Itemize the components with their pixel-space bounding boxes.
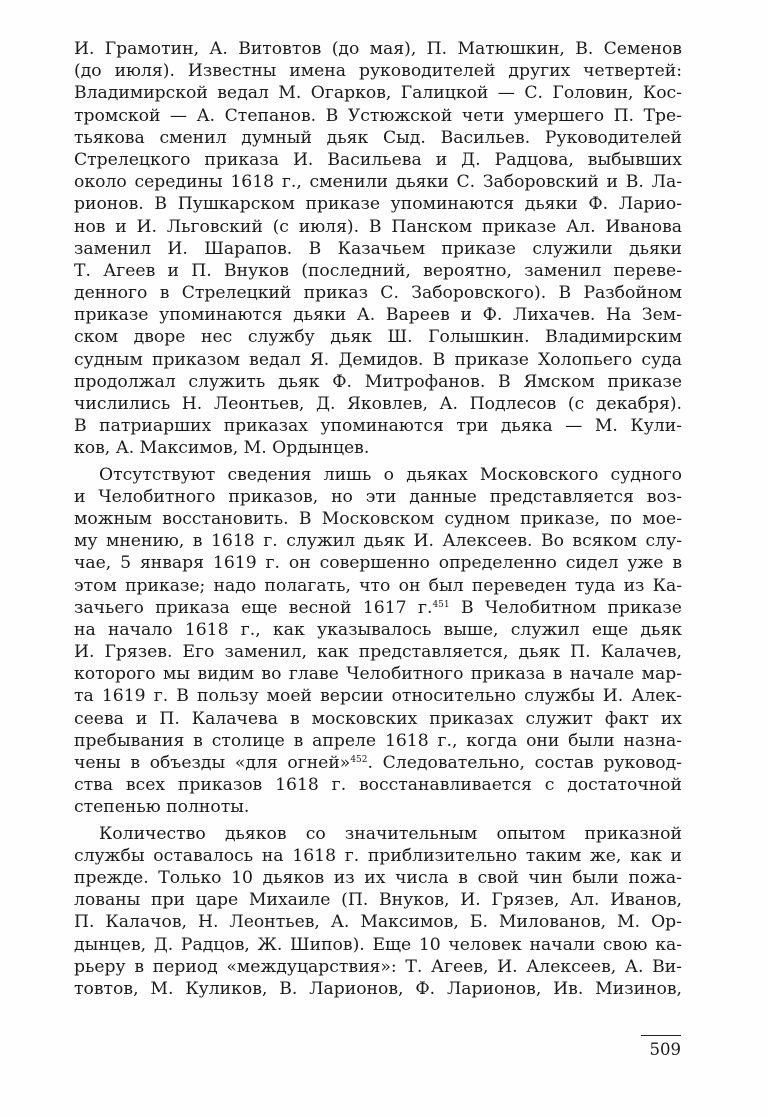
text-line: товтов, М. Куликов, В. Ларионов, Ф. Ларионов, Ив. Мизинов, bbox=[74, 978, 682, 999]
text-line: Владимирской ведал М. Огарков, Галицкой — С. Головин, Кос- bbox=[74, 83, 682, 104]
text-line: П. Калачов, Н. Леонтьев, А. Максимов, Б. Милованов, М. Ор- bbox=[74, 912, 682, 933]
text-segment: . Следовательно, состав руковод- bbox=[367, 753, 682, 773]
paragraph-3 bbox=[74, 823, 682, 1001]
page-number-rule bbox=[641, 1035, 681, 1036]
text-line: приказе упоминаются дьяки А. Вареев и Ф. Лихачев. На Зем- bbox=[74, 305, 682, 326]
text-segment: чены в объезды «для огней» bbox=[74, 753, 351, 773]
text-line bbox=[74, 752, 682, 774]
text-line: В патриарших приказах упоминаются три дьяка — М. Кули- bbox=[74, 416, 682, 437]
text-line: И. Грязев. Его заменил, как представляется, дьяк П. Калачев, bbox=[74, 642, 682, 663]
text-line: на начало 1618 г., как указывалось выше, служил еще дьяк bbox=[74, 619, 682, 640]
footnote-ref-452[interactable]: 452 bbox=[350, 755, 368, 765]
paragraph-1 bbox=[74, 38, 682, 460]
text-line: ства всех приказов 1618 г. восстанавливается с достаточной bbox=[74, 775, 682, 796]
text-line: числились Н. Леонтьев, Д. Яковлев, А. Подлесов (с декабря). bbox=[74, 394, 682, 414]
text-line: тьякова сменил думный дьяк Сыд. Васильев. Руководителей bbox=[74, 127, 682, 148]
text-segment: зачьего приказа еще весной 1617 г. bbox=[74, 597, 433, 618]
text-line: нов и И. Льговский (с июля). В Панском приказе Ал. Иванова bbox=[74, 216, 682, 237]
text-line: которого мы видим во главе Челобитного приказа в начале мар- bbox=[74, 664, 682, 685]
text-line: Т. Агеев и П. Внуков (последний, вероятно, заменил переве- bbox=[74, 260, 682, 281]
text-line: му мнению, в 1618 г. служил дьяк И. Алексеев. Во всяком слу- bbox=[74, 531, 682, 552]
text-line: рьеру в период «междуцарствия»: Т. Агеев, И. Алексеев, А. Ви- bbox=[74, 956, 682, 977]
text-line: Стрелецкого приказа И. Васильева и Д. Радцова, выбывших bbox=[74, 149, 682, 170]
text-line: (до июля). Известны имена руководителей других четвертей: bbox=[74, 61, 682, 82]
text-line: Количество дьяков со значительным опытом приказной bbox=[99, 823, 682, 844]
text-line: Отсутствуют сведения лишь о дьяках Московского судного bbox=[99, 464, 682, 485]
text-line: чае, 5 января 1619 г. он совершенно определенно сидел уже в bbox=[74, 553, 682, 574]
text-line: та 1619 г. В пользу моей версии относительно службы И. Алек- bbox=[74, 686, 682, 707]
text-line: И. Грамотин, А. Витовтов (до мая), П. Матюшкин, В. Семенов bbox=[74, 39, 682, 59]
text-line: продолжал служить дьяк Ф. Митрофанов. В Ямском приказе bbox=[74, 371, 682, 392]
text-line: рионов. В Пушкарском приказе упоминаются дьяки Ф. Ларио- bbox=[74, 194, 682, 215]
text-line: ском дворе нес службу дьяк Ш. Голышкин. Владимирским bbox=[74, 327, 682, 348]
text-segment: В Челобитном приказе bbox=[449, 597, 682, 618]
text-line: службы оставалось на 1618 г. приблизительно таким же, как и bbox=[74, 845, 682, 866]
text-line: денного в Стрелецкий приказ С. Заборовского). В Разбойном bbox=[74, 283, 682, 304]
paragraph-2 bbox=[74, 464, 682, 819]
text-line: тромской — А. Степанов. В Устюжской чети умершего П. Тре- bbox=[74, 105, 682, 126]
page-number: 509 bbox=[649, 1040, 681, 1059]
text-line: прежде. Только 10 дьяков из их числа в свой чин были пожа- bbox=[74, 867, 682, 888]
text-line: дынцев, Д. Радцов, Ж. Шипов). Еще 10 человек начали свою ка- bbox=[74, 934, 682, 955]
text-line: сеева и П. Калачева в московских приказах служит факт их bbox=[74, 708, 682, 729]
text-line: пребывания в столице в апреле 1618 г., когда они были назна- bbox=[74, 730, 682, 751]
text-line bbox=[74, 597, 682, 619]
text-line: этом приказе; надо полагать, что он был переведен туда из Ка- bbox=[74, 575, 682, 596]
text-line: около середины 1618 г., сменили дьяки С. Заборовский и В. Ла- bbox=[74, 172, 682, 193]
text-line: заменил И. Шарапов. В Казачьем приказе служили дьяки bbox=[74, 238, 682, 259]
text-line: судным приказом ведал Я. Демидов. В приказе Холопьего суда bbox=[74, 349, 682, 370]
text-line: и Челобитного приказов, но эти данные представляется воз- bbox=[74, 486, 682, 507]
footnote-ref-451[interactable]: 451 bbox=[432, 599, 450, 610]
text-line: ков, А. Максимов, М. Ордынцев. bbox=[74, 438, 370, 459]
text-line: можным восстановить. В Московском судном приказе, по моe- bbox=[74, 508, 682, 529]
text-line: лованы при царе Михаиле (П. Внуков, И. Грязев, Ал. Иванов, bbox=[74, 890, 682, 911]
text-line: степенью полноты. bbox=[74, 797, 250, 818]
body-text bbox=[74, 38, 682, 1000]
